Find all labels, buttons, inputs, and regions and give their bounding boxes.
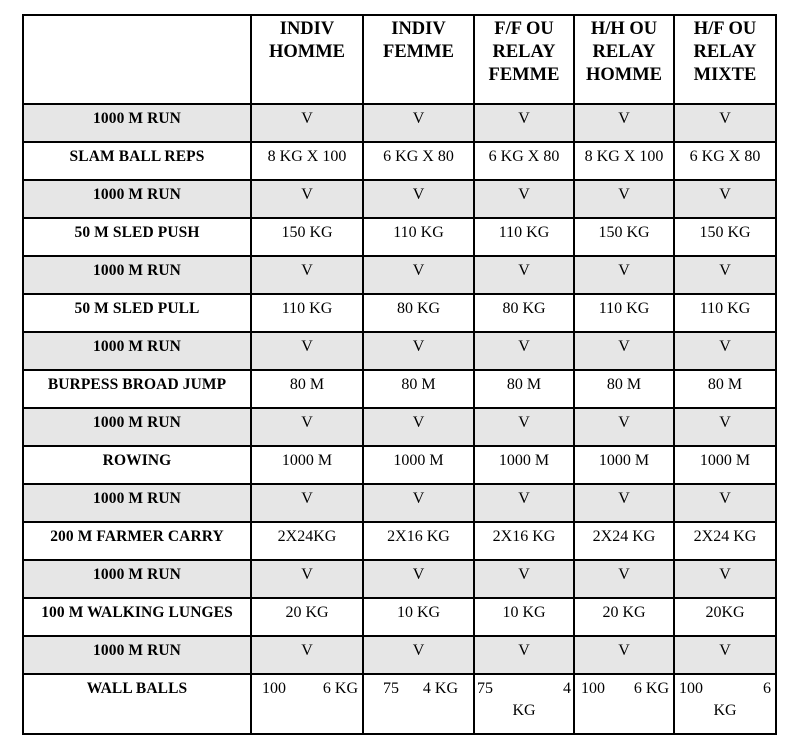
table-cell: V	[674, 180, 776, 218]
station-label: 1000 M RUN	[23, 180, 251, 218]
wall-balls-weight: 4	[563, 680, 571, 697]
table-cell: 2X16 KG	[363, 522, 474, 560]
header-indiv-homme: INDIV HOMME	[251, 15, 363, 104]
table-cell: 2X16 KG	[474, 522, 574, 560]
station-label: 50 M SLED PULL	[23, 294, 251, 332]
table-cell: 6 KG X 80	[674, 142, 776, 180]
table-row-wall-balls	[23, 674, 776, 734]
table-cell: V	[574, 256, 674, 294]
table-row	[23, 142, 776, 180]
table-cell: 10 KG	[474, 598, 574, 636]
wall-balls-cell	[474, 674, 574, 734]
station-label: 200 M FARMER CARRY	[23, 522, 251, 560]
workout-table	[22, 14, 777, 735]
station-label: 1000 M RUN	[23, 636, 251, 674]
table-cell: V	[363, 104, 474, 142]
table-cell: V	[474, 104, 574, 142]
table-cell: V	[674, 104, 776, 142]
table-cell: 6 KG X 80	[474, 142, 574, 180]
table-cell: 110 KG	[674, 294, 776, 332]
wall-balls-reps: 75	[383, 680, 399, 697]
wall-balls-weight: 6	[763, 680, 771, 697]
table-cell: 1000 M	[251, 446, 363, 484]
table-cell: 2X24 KG	[574, 522, 674, 560]
wall-balls-cell	[574, 674, 674, 734]
table-cell: V	[251, 256, 363, 294]
wall-balls-cell	[363, 674, 474, 734]
table-cell: V	[574, 180, 674, 218]
table-row	[23, 332, 776, 370]
table-cell: V	[574, 104, 674, 142]
table-cell: V	[363, 636, 474, 674]
station-label: 1000 M RUN	[23, 560, 251, 598]
table-cell: V	[363, 560, 474, 598]
table-cell: 80 M	[474, 370, 574, 408]
wall-balls-cell	[674, 674, 776, 734]
table-cell: V	[674, 256, 776, 294]
table-cell: V	[251, 636, 363, 674]
table-cell: V	[251, 332, 363, 370]
table-row	[23, 522, 776, 560]
table-cell: V	[674, 636, 776, 674]
table-cell: 1000 M	[674, 446, 776, 484]
table-cell: 8 KG X 100	[574, 142, 674, 180]
wall-balls-weight: 6 KG	[633, 680, 669, 697]
header-station	[23, 15, 251, 104]
station-label: ROWING	[23, 446, 251, 484]
table-body	[23, 104, 776, 734]
wall-balls-reps: 75	[477, 680, 493, 697]
table-cell: 150 KG	[674, 218, 776, 256]
table-cell: V	[474, 636, 574, 674]
table-row	[23, 180, 776, 218]
table-cell: V	[674, 560, 776, 598]
station-label: 50 M SLED PUSH	[23, 218, 251, 256]
table-row	[23, 218, 776, 256]
table-cell: V	[574, 560, 674, 598]
wall-balls-cell	[251, 674, 363, 734]
table-cell: V	[251, 104, 363, 142]
table-cell: V	[674, 332, 776, 370]
station-label: 1000 M RUN	[23, 408, 251, 446]
table-cell: 1000 M	[363, 446, 474, 484]
table-row	[23, 560, 776, 598]
header-relay-femme: F/F OU RELAY FEMME	[474, 15, 574, 104]
table-cell: V	[474, 484, 574, 522]
table-row	[23, 598, 776, 636]
table-cell: 1000 M	[474, 446, 574, 484]
table-cell: 110 KG	[251, 294, 363, 332]
station-label: 1000 M RUN	[23, 104, 251, 142]
wall-balls-unit: KG	[512, 702, 536, 719]
header-indiv-femme: INDIV FEMME	[363, 15, 474, 104]
table-cell: 80 M	[574, 370, 674, 408]
table-cell: 1000 M	[574, 446, 674, 484]
table-cell: 20KG	[674, 598, 776, 636]
table-cell: V	[251, 560, 363, 598]
table-cell: 80 M	[363, 370, 474, 408]
table-cell: V	[574, 636, 674, 674]
table-cell: V	[251, 484, 363, 522]
table-cell: V	[574, 484, 674, 522]
station-label: 1000 M RUN	[23, 332, 251, 370]
table-cell: 80 M	[674, 370, 776, 408]
table-row	[23, 370, 776, 408]
table-cell: V	[474, 408, 574, 446]
table-cell: V	[363, 332, 474, 370]
table-cell: V	[474, 560, 574, 598]
table-row	[23, 294, 776, 332]
table-cell: V	[674, 408, 776, 446]
table-cell: 20 KG	[251, 598, 363, 636]
table-row	[23, 408, 776, 446]
header-relay-homme: H/H OU RELAY HOMME	[574, 15, 674, 104]
table-cell: V	[474, 256, 574, 294]
table-cell: 150 KG	[574, 218, 674, 256]
table-row	[23, 256, 776, 294]
table-cell: 6 KG X 80	[363, 142, 474, 180]
table-cell: 10 KG	[363, 598, 474, 636]
table-cell: 80 KG	[474, 294, 574, 332]
station-label: 1000 M RUN	[23, 484, 251, 522]
header-relay-mixte: H/F OU RELAY MIXTE	[674, 15, 776, 104]
table-cell: V	[674, 484, 776, 522]
table-row	[23, 484, 776, 522]
table-cell: V	[251, 408, 363, 446]
table-cell: V	[363, 408, 474, 446]
table-cell: 2X24KG	[251, 522, 363, 560]
table-cell: 8 KG X 100	[251, 142, 363, 180]
table-cell: V	[251, 180, 363, 218]
table-cell: V	[363, 256, 474, 294]
table-cell: 2X24 KG	[674, 522, 776, 560]
table-cell: 20 KG	[574, 598, 674, 636]
table-row	[23, 636, 776, 674]
table-cell: 80 KG	[363, 294, 474, 332]
table-cell: V	[574, 332, 674, 370]
wall-balls-reps: 100	[679, 680, 703, 697]
wall-balls-weight: 4 KG	[422, 680, 458, 697]
table-cell: 110 KG	[474, 218, 574, 256]
wall-balls-reps: 100	[581, 680, 605, 697]
table-cell: V	[363, 484, 474, 522]
wall-balls-reps: 100	[262, 680, 286, 697]
table-cell: 150 KG	[251, 218, 363, 256]
station-label: WALL BALLS	[23, 674, 251, 734]
table-cell: V	[474, 332, 574, 370]
header-row	[23, 15, 776, 104]
wall-balls-weight: 6 KG	[322, 680, 358, 697]
table-row	[23, 104, 776, 142]
station-label: 1000 M RUN	[23, 256, 251, 294]
table-cell: 80 M	[251, 370, 363, 408]
wall-balls-unit: KG	[713, 702, 737, 719]
table-cell: 110 KG	[574, 294, 674, 332]
station-label: SLAM BALL REPS	[23, 142, 251, 180]
table-cell: V	[474, 180, 574, 218]
station-label: BURPESS BROAD JUMP	[23, 370, 251, 408]
table-cell: 110 KG	[363, 218, 474, 256]
station-label: 100 M WALKING LUNGES	[23, 598, 251, 636]
table-cell: V	[574, 408, 674, 446]
table-row	[23, 446, 776, 484]
table-cell: V	[363, 180, 474, 218]
